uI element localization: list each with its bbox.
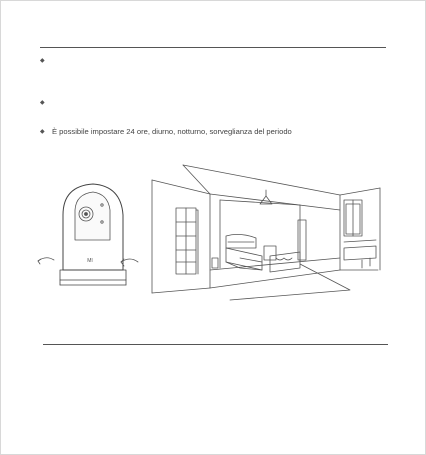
bottom-rule <box>43 344 388 345</box>
rotate-left-arrow-icon <box>38 258 54 264</box>
rotate-right-arrow-icon <box>121 259 138 266</box>
room-icon <box>152 165 380 300</box>
camera-icon <box>60 184 126 285</box>
camera-logo: MI <box>87 258 93 264</box>
bullet-icon: ◆ <box>40 100 45 106</box>
bullet-icon: ◆ <box>40 58 45 64</box>
bullet-icon: ◆ <box>40 129 45 135</box>
bullet-text-3: È possibile impostare 24 ore, diurno, notturno, sorveglianza del periodo <box>52 127 292 136</box>
